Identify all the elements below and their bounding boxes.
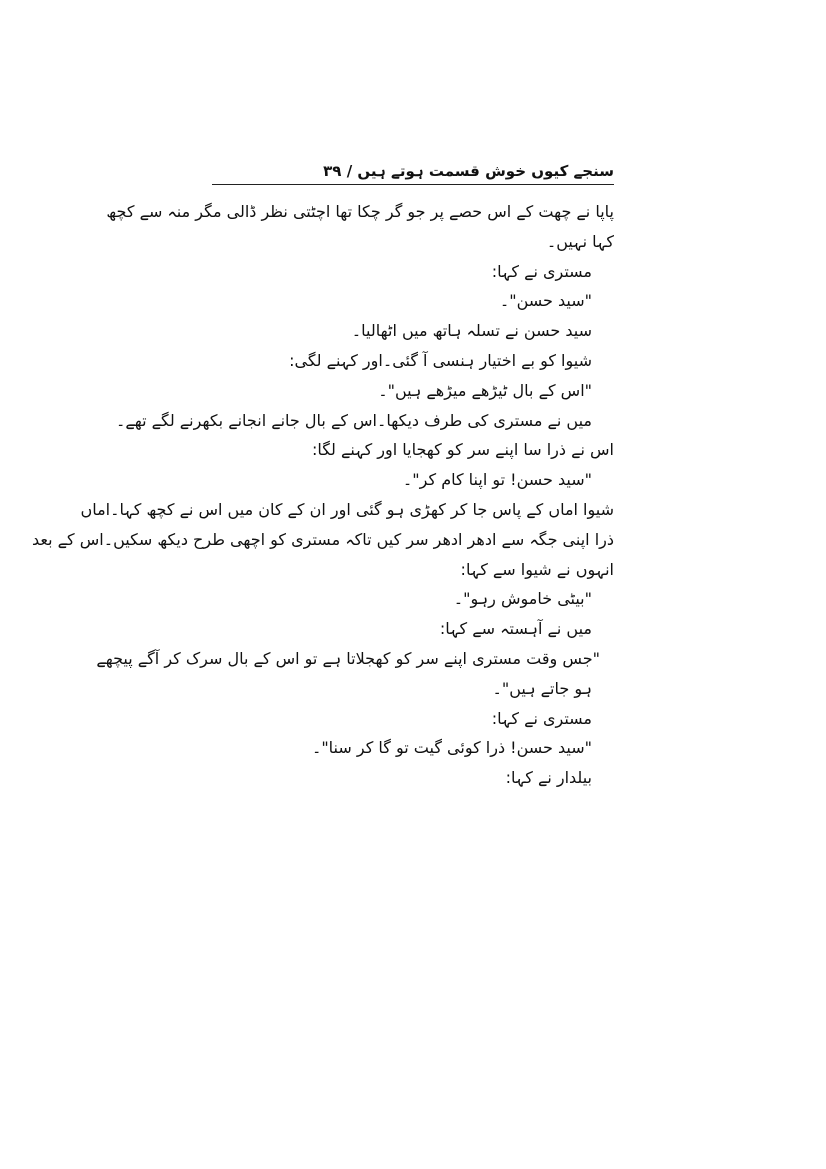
text-line: ذرا اپنی جگہ سے ادھر ادھر سر کیں تاکہ مستری کو اچھی طرح دیکھ سکیں۔اس کے بعد [32, 529, 614, 549]
text-line: "جس وقت مستری اپنے سر کو کھجلاتا ہے تو اس کے بال سرک کر آگے پیچھے [96, 648, 600, 668]
text-line: "سید حسن! تو اپنا کام کر"۔ [402, 470, 592, 490]
text-line: شیوا اماں کے پاس جا کر کھڑی ہو گئی اور ان کے کان میں اس نے کچھ کہا۔اماں [80, 499, 614, 519]
text-line: انہوں نے شیوا سے کہا: [460, 559, 614, 579]
text-line: مستری نے کہا: [491, 708, 592, 728]
text-line: "سید حسن"۔ [499, 291, 592, 311]
text-line: شیوا کو بے اختیار ہنسی آ گئی۔اور کہنے لگی: [289, 350, 592, 370]
text-line: بیلدار نے کہا: [505, 768, 592, 788]
text-line: میں نے آہستہ سے کہا: [439, 619, 592, 639]
text-line: "سید حسن! ذرا کوئی گیت تو گا کر سنا"۔ [311, 738, 592, 758]
text-line: اس نے ذرا سا اپنے سر کو کھجایا اور کہنے لگا: [311, 440, 614, 460]
text-line: مستری نے کہا: [491, 261, 592, 281]
running-header: سنجے کیوں خوش قسمت ہوتے ہیں / ۳۹ [323, 162, 614, 180]
text-line: سید حسن نے تسلہ ہاتھ میں اٹھالیا۔ [351, 321, 592, 341]
text-line: کہا نہیں۔ [546, 231, 614, 251]
body-text [32, 197, 614, 793]
text-line: "بیٹی خاموش رہو"۔ [453, 589, 592, 609]
text-line: پاپا نے چھت کے اس حصے پر جو گر چکا تھا اچٹتی نظر ڈالی مگر منہ سے کچھ [106, 202, 614, 221]
text-line: میں نے مستری کی طرف دیکھا۔اس کے بال جانے انجانے بکھرنے لگے تھے۔ [115, 410, 592, 430]
text-line: "اس کے بال ٹیڑھے میڑھے ہیں"۔ [378, 380, 592, 400]
text-line: ہو جاتے ہیں"۔ [492, 678, 592, 698]
header-rule [212, 184, 614, 185]
